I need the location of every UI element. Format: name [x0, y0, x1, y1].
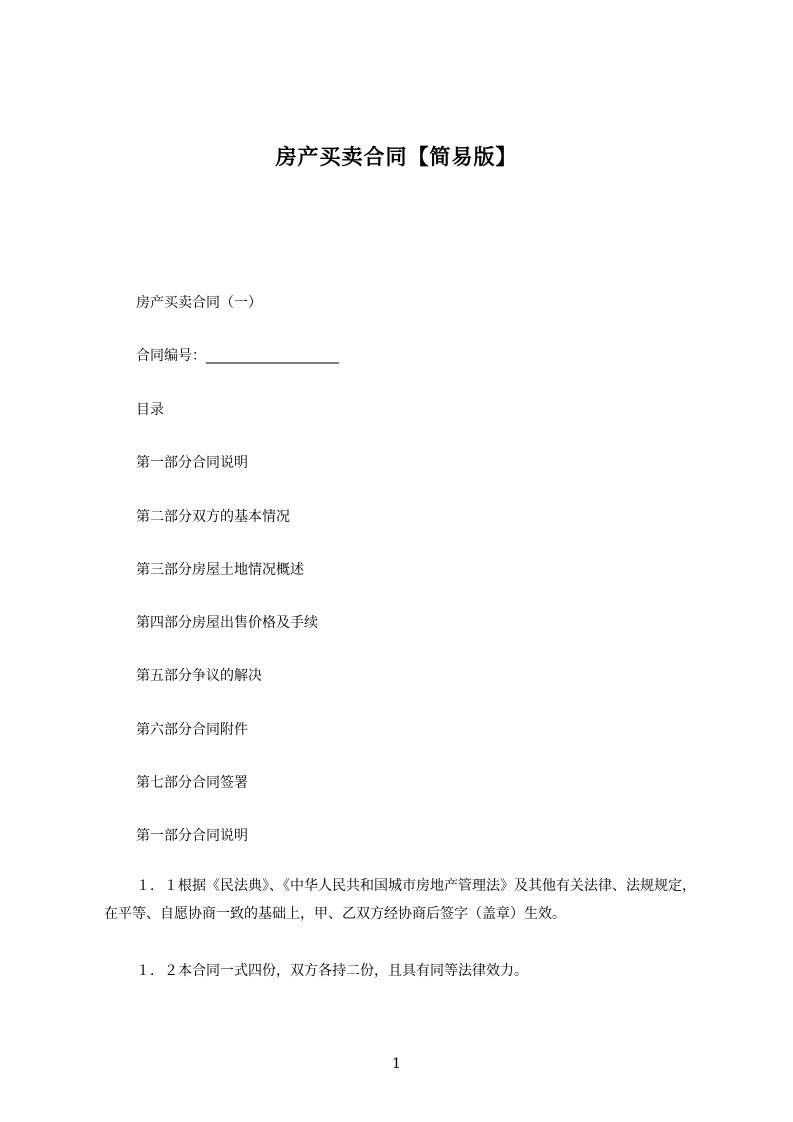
toc-item-6: 第六部分合同附件: [136, 722, 248, 738]
page-number: 1: [392, 1056, 401, 1072]
contract-subtitle: 房产买卖合同（一）: [136, 295, 262, 311]
toc-item-1: 第一部分合同说明: [136, 455, 248, 471]
toc-heading: 目录: [136, 402, 164, 418]
toc-item-7: 第七部分合同签署: [136, 775, 248, 791]
clause-1-1: １．１根据《民法典》、《中华人民共和国城市房地产管理法》及其他有关法律、法规规定，在平等、自愿协商一致的基础上，甲、乙双方经协商后签字（盖章）生效。: [104, 878, 696, 922]
document-title: 房产买卖合同【简易版】: [275, 145, 518, 169]
toc-item-5: 第五部分争议的解决: [136, 668, 262, 684]
clause-1-2: １．２本合同一式四份，双方各持二份，且具有同等法律效力。: [136, 963, 528, 979]
toc-item-3: 第三部分房屋土地情况概述: [136, 562, 304, 578]
section-heading: 第一部分合同说明: [136, 828, 248, 844]
toc-item-4: 第四部分房屋出售价格及手续: [136, 615, 318, 631]
contract-number-field: 合同编号：___________________: [136, 348, 339, 364]
toc-item-2: 第二部分双方的基本情况: [136, 509, 290, 525]
